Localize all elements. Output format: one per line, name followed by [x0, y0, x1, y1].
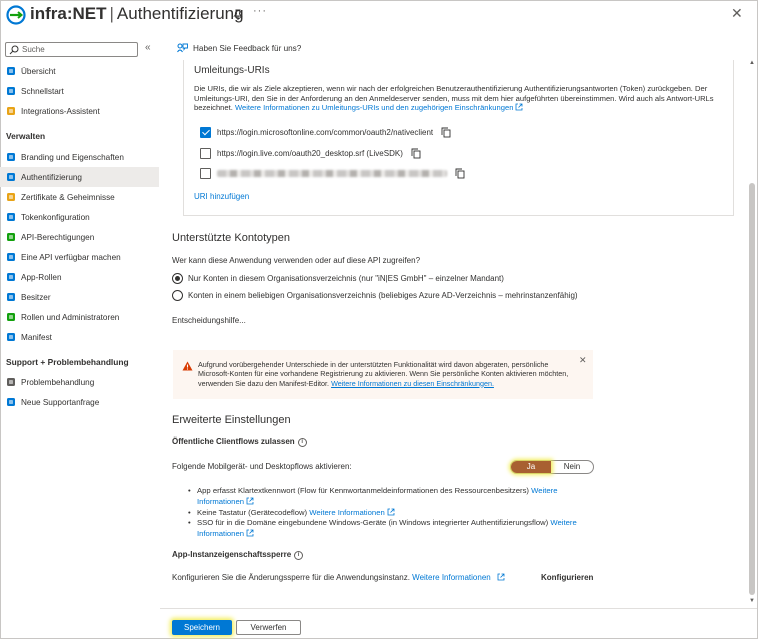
redirect-description-text: Die URIs, die wir als Ziele akzeptieren, wenn wir nach der erfolgreichen Benutzerauthentifizierung Authentifizierungsantworten (Token) zurückgeben. Der Umleitungs-URI, den Sie in der Anforderung an den Anmeldeserver senden, muss mit dem hier aufgeführten übereinstimmen. Wird auch als Antwort-URLs bezeichnet. — [194, 84, 714, 113]
radio-button[interactable] — [172, 290, 183, 301]
pin-icon[interactable] — [232, 9, 244, 21]
feedback-link[interactable] — [177, 43, 301, 53]
rocket-icon — [6, 106, 16, 116]
scroll-up-icon[interactable]: ▲ — [749, 60, 755, 66]
redirect-uri-row — [200, 166, 465, 180]
account-option-single-tenant[interactable] — [172, 273, 504, 284]
sidebar-item-label: Branding und Eigenschaften — [21, 152, 124, 162]
radio-button[interactable] — [172, 273, 183, 284]
sidebar-item-overview[interactable] — [0, 61, 159, 81]
feedback-icon — [177, 43, 188, 53]
cloud-icon — [6, 252, 16, 262]
discard-button[interactable]: Verwerfen — [236, 620, 301, 635]
title-separator: | — [109, 4, 114, 23]
app-name: infra:NET — [30, 4, 107, 23]
flows-label: Folgende Mobilgerät- und Desktopflows aktivieren: — [172, 462, 352, 471]
quickstart-icon — [6, 86, 16, 96]
flow-description: SSO für in die Domäne eingebundene Windows-Geräte (in Windows integrierter Authentifizierungsflow) — [197, 518, 549, 528]
add-uri-link[interactable]: URI hinzufügen — [194, 192, 250, 201]
sidebar-item-label: Neue Supportanfrage — [21, 397, 100, 407]
main-scrollbar[interactable] — [748, 60, 756, 606]
configure-link[interactable]: Konfigurieren — [541, 573, 594, 582]
toggle-no[interactable]: Nein — [563, 462, 581, 471]
sidebar-item-label: Tokenkonfiguration — [21, 212, 90, 222]
account-types-question: Wer kann diese Anwendung verwenden oder auf diese API zugreifen? — [172, 256, 421, 265]
public-client-toggle[interactable] — [510, 460, 594, 474]
flow-description: App erfasst Klartextkennwort (Flow für Kennwortanmeldeinformationen des Ressourcenbesitzers) — [197, 486, 529, 495]
owners-icon — [6, 292, 16, 302]
sidebar-item-label: Eine API verfügbar machen — [21, 252, 121, 262]
instance-lock-label: App-Instanzeigenschaftssperre — [172, 550, 292, 559]
sidebar-section-manage: Verwalten — [6, 131, 46, 141]
external-link-icon — [387, 508, 395, 516]
flow-info-link[interactable] — [309, 508, 395, 517]
toggle-yes[interactable]: Ja — [511, 461, 551, 473]
page-title — [30, 4, 244, 24]
external-link-icon — [515, 103, 523, 111]
redirect-uris-card — [183, 60, 734, 216]
instance-lock-description: Konfigurieren Sie die Änderungssperre für die Anwendungsinstanz. — [172, 573, 410, 582]
search-field[interactable] — [5, 42, 138, 57]
flow-info-link-label: Weitere Informationen — [197, 486, 558, 506]
sidebar-item-label: Integrations-Assistent — [21, 106, 100, 116]
blade-title: Authentifizierung — [116, 4, 244, 23]
sidebar-item-rocket[interactable] — [0, 101, 159, 121]
app-roles-icon — [6, 272, 16, 282]
support-request-icon — [6, 397, 16, 407]
sidebar-item-cloud[interactable] — [0, 247, 159, 267]
copy-icon[interactable] — [411, 148, 421, 159]
account-option-multi-tenant[interactable] — [172, 290, 578, 301]
uri-checkbox[interactable] — [200, 148, 211, 159]
save-button[interactable]: Speichern — [172, 620, 232, 635]
sidebar-item-label: API-Berechtigungen — [21, 232, 95, 242]
manifest-icon — [6, 332, 16, 342]
uri-checkbox[interactable] — [200, 168, 211, 179]
warning-message: Aufgrund vorübergehender Unterschiede in der unterstützten Funktionalität wird davon abgeraten, persönliche Microsoft-Konten für eine vorhandene Registrierung zu aktivieren. Wenn Sie persönliche Konten aktivieren möchten, verwenden Sie dazu den Manifest-Editor. — [198, 360, 569, 388]
action-bar — [160, 608, 757, 638]
uri-value: https://login.live.com/oauth20_desktop.srf (LiveSDK) — [217, 148, 403, 158]
sidebar-item-branding[interactable] — [0, 147, 159, 167]
uri-checkbox[interactable] — [200, 127, 211, 138]
flow-info-link-label: Weitere Informationen — [197, 518, 577, 539]
sidebar — [0, 36, 160, 639]
copy-icon[interactable] — [455, 168, 465, 179]
token-icon — [6, 212, 16, 222]
close-icon[interactable]: ✕ — [731, 5, 743, 21]
warning-close-icon[interactable]: ✕ — [579, 355, 587, 365]
sidebar-item-label: Schnellstart — [21, 86, 64, 96]
scroll-down-icon[interactable]: ▼ — [749, 598, 755, 604]
public-client-flows-heading — [172, 437, 307, 447]
sidebar-item-label: Problembehandlung — [21, 377, 95, 387]
redirect-uris-title: Umleitungs-URIs — [194, 65, 270, 76]
info-icon[interactable]: i — [298, 438, 307, 447]
decision-help-link[interactable]: Entscheidungshilfe... — [172, 316, 246, 325]
sidebar-section-support: Support + Problembehandlung — [6, 357, 129, 367]
redirect-uris-description — [194, 84, 729, 113]
flows-list — [186, 486, 586, 540]
sidebar-item-app-roles[interactable] — [0, 267, 159, 287]
sidebar-item-label: Besitzer — [21, 292, 51, 302]
instance-lock-info-link-label: Weitere Informationen — [412, 573, 491, 582]
sidebar-item-wrench[interactable] — [0, 372, 159, 392]
sidebar-item-label: Authentifizierung — [21, 172, 82, 182]
external-link-icon — [246, 529, 254, 537]
account-option-label: Nur Konten in diesem Organisationsverzeichnis (nur "iN|ES GmbH" – einzelner Mandant) — [188, 274, 504, 283]
redirect-info-link[interactable] — [235, 103, 523, 112]
collapse-sidebar-icon[interactable]: « — [145, 42, 151, 53]
uri-value: https://login.microsoftonline.com/common/oauth2/nativeclient — [217, 127, 434, 137]
branding-icon — [6, 152, 16, 162]
info-icon[interactable]: i — [294, 551, 303, 560]
search-input[interactable] — [22, 44, 132, 55]
account-types-heading: Unterstützte Kontotypen — [172, 232, 291, 244]
instance-lock-info-link[interactable] — [412, 573, 505, 582]
flow-description: Keine Tastatur (Gerätecodeflow) — [197, 507, 308, 517]
copy-icon[interactable] — [441, 127, 451, 138]
sidebar-item-label: Zertifikate & Geheimnisse — [21, 192, 115, 202]
sidebar-item-authentication[interactable] — [0, 167, 159, 187]
authentication-icon — [6, 172, 16, 182]
list-item — [186, 518, 586, 540]
wrench-icon — [6, 377, 16, 387]
overview-icon — [6, 66, 16, 76]
external-link-icon — [497, 573, 505, 581]
public-client-flows-label: Öffentliche Clientflows zulassen — [172, 437, 295, 446]
sidebar-item-quickstart[interactable] — [0, 81, 159, 101]
account-option-label: Konten in einem beliebigen Organisationsverzeichnis (beliebiges Azure AD-Verzeichnis – mehrinstanzenfähig) — [188, 291, 578, 300]
sidebar-item-label: Übersicht — [21, 66, 56, 76]
api-permissions-icon — [6, 232, 16, 242]
redacted-uri — [217, 170, 447, 177]
redirect-uri-row — [200, 146, 421, 160]
sidebar-item-roles-admins[interactable] — [0, 307, 159, 327]
flow-info-link-label: Weitere Informationen — [309, 507, 385, 517]
sidebar-item-label: Manifest — [21, 332, 52, 342]
warning-banner — [173, 350, 593, 399]
sidebar-item-manifest[interactable] — [0, 327, 159, 347]
app-logo-icon — [6, 5, 26, 25]
search-icon — [9, 45, 19, 55]
sidebar-item-key[interactable] — [0, 187, 159, 207]
sidebar-item-token[interactable] — [0, 207, 159, 227]
sidebar-item-api-permissions[interactable] — [0, 227, 159, 247]
instance-lock-text — [172, 573, 505, 582]
advanced-settings-heading: Erweiterte Einstellungen — [172, 414, 291, 426]
warning-info-link[interactable]: Weitere Informationen zu diesen Einschränkungen. — [331, 378, 494, 388]
key-icon — [6, 192, 16, 202]
redirect-uri-row — [200, 125, 451, 139]
sidebar-item-support-request[interactable] — [0, 392, 159, 412]
scrollbar-thumb[interactable] — [749, 183, 755, 595]
sidebar-item-owners[interactable] — [0, 287, 159, 307]
sidebar-item-label: Rollen und Administratoren — [21, 312, 120, 322]
sidebar-item-label: App-Rollen — [21, 272, 62, 282]
warning-icon — [182, 361, 193, 371]
instance-lock-heading — [172, 550, 303, 560]
roles-admins-icon — [6, 312, 16, 322]
feedback-label: Haben Sie Feedback für uns? — [193, 43, 302, 53]
external-link-icon — [246, 497, 254, 505]
more-icon[interactable]: ··· — [253, 5, 267, 17]
list-item — [186, 486, 586, 508]
list-item — [186, 508, 586, 519]
warning-text — [198, 360, 573, 388]
title-bar — [0, 0, 758, 32]
redirect-info-link-label: Weitere Informationen zu Umleitungs-URIs und den zugehörigen Einschränkungen — [234, 103, 514, 113]
